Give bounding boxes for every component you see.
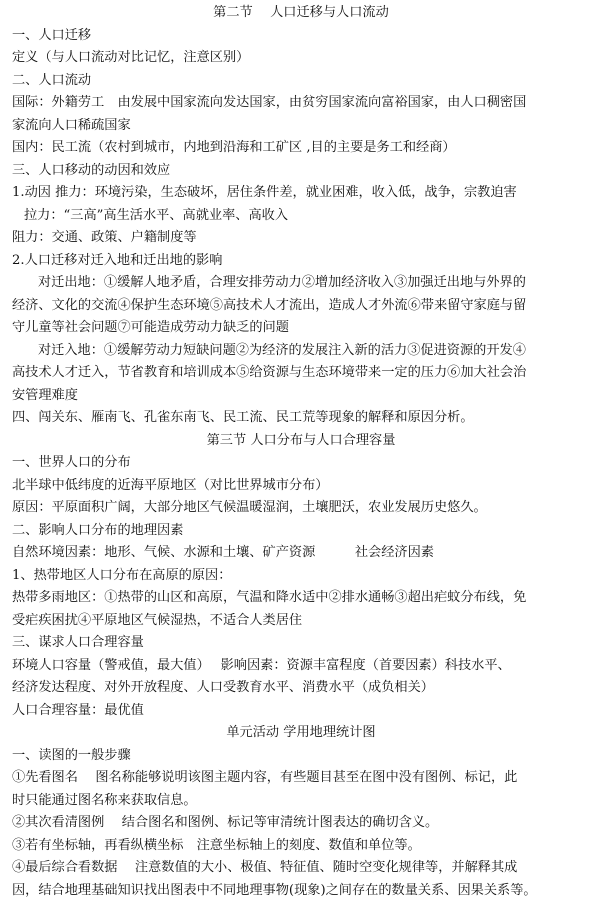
text-line: 阻力：交通、政策、户籍制度等	[12, 227, 590, 250]
text-line: 家流向人口稀疏国家	[12, 115, 590, 138]
text-line: 拉力：“三高”高生活水平、高就业率、高收入	[12, 205, 590, 228]
text-line: 对迁出地：①缓解人地矛盾，合理安排劳动力②增加经济收入③加强迁出地与外界的	[12, 272, 590, 295]
subheading: 三、谋求人口合理容量	[12, 632, 590, 655]
text-line: ①先看图名 图名称能够说明该图主题内容，有些题目甚至在图中没有图例、标记，此	[12, 767, 590, 790]
text-line: 定义（与人口流动对比记忆，注意区别）	[12, 47, 590, 70]
text-line: 环境人口容量（警戒值，最大值） 影响因素：资源丰富程度（首要因素）科技水平、	[12, 655, 590, 678]
text-line: 热带多雨地区：①热带的山区和高原，气温和降水适中②排水通畅③超出疟蚊分布线，免	[12, 587, 590, 610]
text-line: 自然环境因素：地形、气候、水源和土壤、矿产资源 社会经济因素	[12, 542, 590, 565]
text-line: 受疟疾困扰④平原地区气候湿热，不适合人类居住	[12, 610, 590, 633]
text-line: 安管理难度	[12, 385, 590, 408]
subheading: 二、人口流动	[12, 70, 590, 93]
subheading: 一、读图的一般步骤	[12, 745, 590, 768]
text-line: ③若有坐标轴，再看纵横坐标 注意坐标轴上的刻度、数值和单位等。	[12, 835, 590, 858]
section-heading: 第三节 人口分布与人口合理容量	[12, 430, 590, 453]
section-heading: 单元活动 学用地理统计图	[12, 722, 590, 745]
subheading: 一、世界人口的分布	[12, 452, 590, 475]
text-line: 高技术人才迁入，节省教育和培训成本⑤给资源与生态环境带来一定的压力⑥加大社会治	[12, 362, 590, 385]
text-line: 人口合理容量：最优值	[12, 700, 590, 723]
text-line: 1、热带地区人口分布在高原的原因：	[12, 565, 590, 588]
text-line: 对迁入地：①缓解劳动力短缺问题②为经济的发展注入新的活力③促进资源的开发④	[12, 340, 590, 363]
text-line: 1.动因 推力：环境污染，生态破坏，居住条件差，就业困难，收入低，战争，宗教迫害	[12, 182, 590, 205]
subheading: 三、人口移动的动因和效应	[12, 160, 590, 183]
text-line: 因，结合地理基础知识找出图表中不同地理事物(现象)之间存在的数量关系、因果关系等。	[12, 880, 590, 902]
subheading: 二、影响人口分布的地理因素	[12, 520, 590, 543]
section-heading: 第二节 人口迁移与人口流动	[12, 2, 590, 25]
text-line: 原因：平原面积广阔，大部分地区气候温暖湿润，土壤肥沃，农业发展历史悠久。	[12, 497, 590, 520]
text-line: 守儿童等社会问题⑦可能造成劳动力缺乏的问题	[12, 317, 590, 340]
text-line: ④最后综合看数据 注意数值的大小、极值、特征值、随时空变化规律等，并解释其成	[12, 857, 590, 880]
text-line: ②其次看清图例 结合图名和图例、标记等审清统计图表达的确切含义。	[12, 812, 590, 835]
text-line: 经济、文化的交流④保护生态环境⑤高技术人才流出，造成人才外流⑥带来留守家庭与留	[12, 295, 590, 318]
text-line: 北半球中低纬度的近海平原地区（对比世界城市分布）	[12, 475, 590, 498]
text-line: 国内：民工流（农村到城市，内地到沿海和工矿区 ,目的主要是务工和经商）	[12, 137, 590, 160]
subheading: 一、人口迁移	[12, 25, 590, 48]
text-line: 2.人口迁移对迁入地和迁出地的影响	[12, 250, 590, 273]
subheading: 四、闯关东、雁南飞、孔雀东南飞、民工流、民工荒等现象的解释和原因分析。	[12, 407, 590, 430]
text-line: 经济发达程度、对外开放程度、人口受教育水平、消费水平（成负相关）	[12, 677, 590, 700]
text-line: 国际：外籍劳工 由发展中国家流向发达国家，由贫穷国家流向富裕国家，由人口稠密国	[12, 92, 590, 115]
text-line: 时只能通过图名称来获取信息。	[12, 790, 590, 813]
